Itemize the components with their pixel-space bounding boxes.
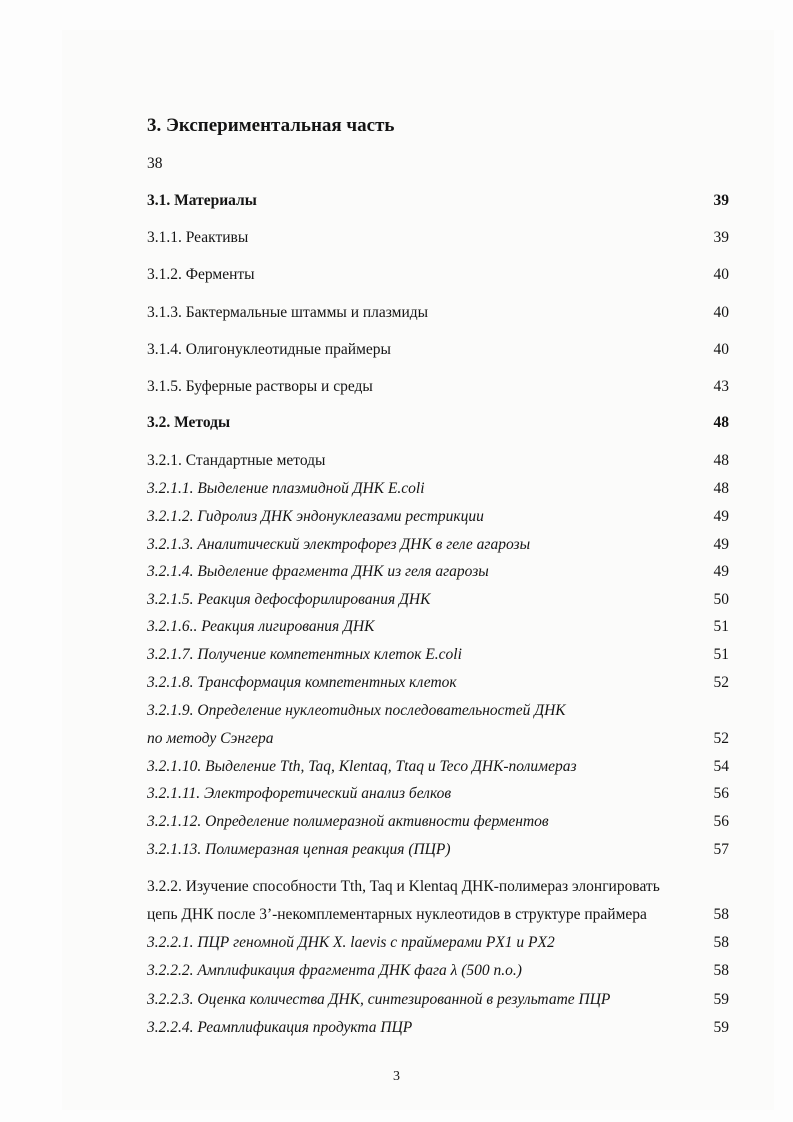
toc-entry-page: 56: [713, 785, 729, 802]
toc-entry-page: 49: [713, 536, 729, 553]
toc-entry: [0, 876, 793, 898]
toc-entry-page: 48: [713, 414, 729, 431]
toc-entry-page: 48: [713, 480, 729, 497]
toc-entry-title: 3.2.1.1. Выделение плазмидной ДНК E.coli: [147, 480, 425, 497]
toc-entry-title: 3.2.1.8. Трансформация компетентных клеток: [147, 674, 457, 691]
toc-entry-page: 51: [713, 618, 729, 635]
toc-entry: [0, 561, 793, 583]
toc-entry: [0, 227, 793, 249]
toc-entry-title: 3.2.1. Стандартные методы: [147, 452, 326, 469]
toc-entry-title: 3.2.1.6.. Реакция лигирования ДНК: [147, 618, 375, 635]
toc-entry-page: 59: [713, 1019, 729, 1036]
toc-entry: [0, 376, 793, 398]
toc-entry: [0, 989, 793, 1011]
toc-entry: [0, 756, 793, 778]
toc-entry-title: цепь ДНК после 3’-некомплементарных нуклеотидов в структуре праймера: [147, 906, 647, 923]
toc-entry: [0, 478, 793, 500]
toc-entry-title: 3.2.1.10. Выделение Tth, Taq, Klentaq, Ttaq и Teco ДНК-полимераз: [147, 758, 577, 775]
toc-entry-title: 3.2.2.3. Оценка количества ДНК, синтезированной в результате ПЦР: [147, 991, 611, 1008]
toc-entry: [0, 811, 793, 833]
toc-entry-page: 56: [713, 813, 729, 830]
toc-entry: [0, 644, 793, 666]
toc-entry-page: 52: [713, 730, 729, 747]
toc-entry-page: 58: [713, 906, 729, 923]
toc-entry-title: 3.2.2.2. Амплификация фрагмента ДНК фага λ (500 п.о.): [147, 962, 522, 979]
toc-entry: [0, 1017, 793, 1039]
toc-entry-page: 40: [713, 266, 729, 283]
toc-entry-title: 3.1.4. Олигонуклеотидные праймеры: [147, 341, 391, 358]
page-number: 3: [393, 1069, 400, 1084]
toc-entry-page: 49: [713, 563, 729, 580]
toc-entry: [0, 672, 793, 694]
toc-entry-title: 3.1.1. Реактивы: [147, 229, 249, 246]
toc-entry: [0, 450, 793, 472]
toc-entry: [0, 904, 793, 926]
toc-entry: [0, 264, 793, 286]
toc-entry-title: 3.2.2. Изучение способности Tth, Taq и Klentaq ДНК-полимераз элонгировать: [147, 878, 660, 895]
toc-entry: [0, 190, 793, 212]
toc-entry: [0, 728, 793, 750]
toc-entry-title: 3.2.2.4. Реамплификация продукта ПЦР: [147, 1019, 413, 1036]
toc-entry-title: 3.2.1.5. Реакция дефосфорилирования ДНК: [147, 591, 431, 608]
toc-entry-page: 52: [713, 674, 729, 691]
toc-entry-title: 3.2.1.12. Определение полимеразной активности ферментов: [147, 813, 549, 830]
toc-entry-title: 3.1.2. Ферменты: [147, 266, 255, 283]
toc-entry-page: 39: [713, 229, 729, 246]
toc-entry-title: 3.1. Материалы: [147, 192, 257, 209]
toc-entry-page: 54: [713, 758, 729, 775]
toc-entry-page: 59: [713, 991, 729, 1008]
toc-entry: [0, 412, 793, 434]
toc-entry-page: 40: [713, 304, 729, 321]
toc-entry-page: 40: [713, 341, 729, 358]
toc-entry-page: 51: [713, 646, 729, 663]
toc-entry-title: 3.2.1.9. Определение нуклеотидных последовательностей ДНК: [147, 702, 566, 719]
toc-entry: [0, 534, 793, 556]
toc-entry: [0, 506, 793, 528]
toc-entry: [0, 339, 793, 361]
toc-entry-title: 3.2.1.7. Получение компетентных клеток E.coli: [147, 646, 462, 663]
toc-entry-page: 39: [713, 192, 729, 209]
toc-entry: [0, 932, 793, 954]
toc-entry: [0, 302, 793, 324]
toc-entry: [0, 589, 793, 611]
toc-entry-title: по методу Сэнгера: [147, 730, 274, 747]
heading-page-line: [0, 153, 793, 175]
toc-entry-page: 49: [713, 508, 729, 525]
toc-entry: [0, 960, 793, 982]
toc-entry-title: 3.1.3. Бактермальные штаммы и плазмиды: [147, 304, 429, 321]
toc-entry-page: 58: [713, 962, 729, 979]
toc-entry-title: 3.2.2.1. ПЦР геномной ДНК X. laevis с праймерами PX1 и PX2: [147, 934, 555, 951]
toc-entry-page: 43: [713, 378, 729, 395]
toc-entry-title: 3.2. Методы: [147, 414, 231, 431]
toc-entry-title: 3.2.1.4. Выделение фрагмента ДНК из геля агарозы: [147, 563, 489, 580]
toc-entry-page: 48: [713, 452, 729, 469]
toc-entry: [0, 616, 793, 638]
toc-entry-page: 58: [713, 934, 729, 951]
toc-entry: [0, 839, 793, 861]
toc-entry-title: 3.2.1.11. Электрофоретический анализ белков: [147, 785, 452, 802]
toc-entry-title: 3.1.5. Буферные растворы и среды: [147, 378, 373, 395]
toc-entry-title: 3.2.1.3. Аналитический электрофорез ДНК в геле агарозы: [147, 536, 531, 553]
toc-entry-page: 50: [713, 591, 729, 608]
toc-entry-title: 3.2.1.13. Полимеразная цепная реакция (ПЦР): [147, 841, 451, 858]
section-heading: 3. Экспериментальная часть: [147, 115, 395, 136]
heading-page-number: 38: [147, 155, 163, 172]
toc-entry: [0, 783, 793, 805]
toc-entry-page: 57: [713, 841, 729, 858]
toc-entry-title: 3.2.1.2. Гидролиз ДНК эндонуклеазами рестрикции: [147, 508, 484, 525]
toc-entry: [0, 700, 793, 722]
